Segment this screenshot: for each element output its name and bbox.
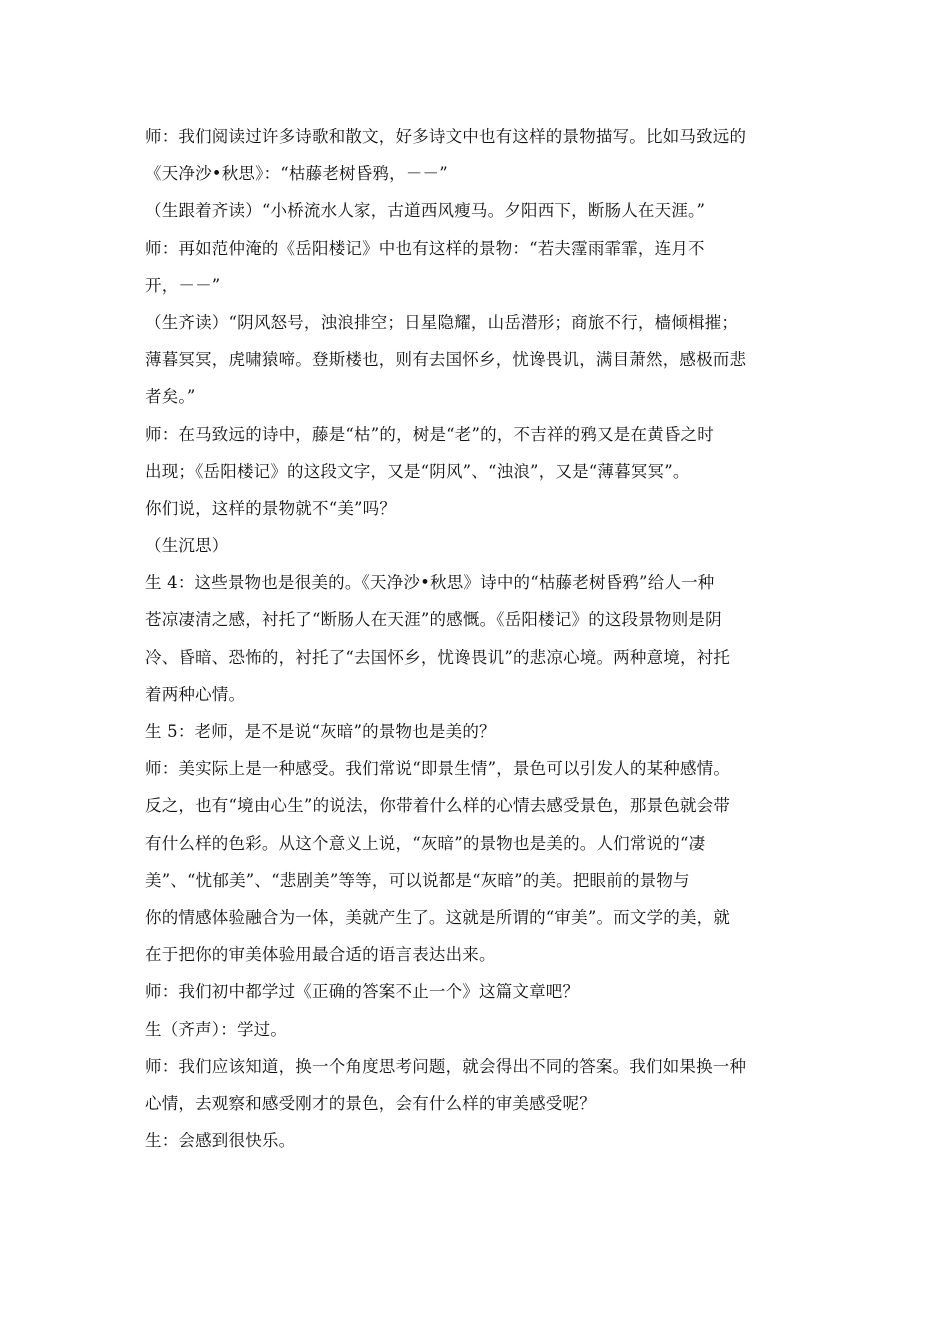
text-line: 薄暮冥冥，虎啸猿啼。登斯楼也，则有去国怀乡，忧谗畏讥，满目萧然，感极而悲 xyxy=(145,350,747,370)
text-line: 生：会感到很快乐。 xyxy=(145,1131,296,1151)
text-line: 生（齐声）：学过。 xyxy=(145,1019,288,1039)
text-line: 生 5：老师，是不是说“灰暗”的景物也是美的？ xyxy=(145,722,496,741)
document-body xyxy=(145,118,810,1159)
text-line: 苍凉凄清之感，衬托了“断肠人在天涯”的感慨。《岳阳楼记》的这段景物则是阴 xyxy=(145,610,722,630)
text-line: 有什么样的色彩。从这个意义上说，“灰暗”的景物也是美的。人们常说的“凄 xyxy=(145,833,706,853)
text-line: 冷、昏暗、恐怖的，衬托了“去国怀乡，忧谗畏讥”的悲凉心境。两种意境，衬托 xyxy=(145,647,731,667)
text-line: 着两种心情。 xyxy=(145,684,246,704)
text-line: 你的情感体验融合为一体，美就产生了。这就是所谓的“审美”。而文学的美，就 xyxy=(145,907,731,927)
text-line: 师：我们应该知道，换一个角度思考问题，就会得出不同的答案。我们如果换一种 xyxy=(145,1056,747,1076)
text-line: 出现；《岳阳楼记》的这段文字，又是“阴风”、“浊浪”，又是“薄暮冥冥”。 xyxy=(145,461,690,481)
text-line: 师：再如范仲淹的《岳阳楼记》中也有这样的景物：“若夫霪雨霏霏，连月不 xyxy=(145,238,705,258)
text-line: 师：我们初中都学过《正确的答案不止一个》这篇文章吧？ xyxy=(145,982,580,1002)
text-line: 反之，也有“境由心生”的说法，你带着什么样的心情去感受景色，那景色就会带 xyxy=(145,796,731,816)
text-line: 师：我们阅读过许多诗歌和散文，好多诗文中也有这样的景物描写。比如马致远的 xyxy=(145,127,747,146)
text-line: （生齐读）“阴风怒号，浊浪排空；日星隐耀，山岳潜形；商旅不行，樯倾楫摧； xyxy=(145,312,739,332)
text-line: 生 4：这些景物也是很美的。《天净沙•秋思》诗中的“枯藤老树昏鸦”给人一种 xyxy=(145,573,715,593)
text-line: 开，－－” xyxy=(145,275,221,295)
text-line: （生跟着齐读）“小桥流水人家，古道西风瘦马。夕阳西下，断肠人在天涯。” xyxy=(145,201,706,221)
text-line: 者矣。” xyxy=(145,387,196,407)
text-line: 在于把你的审美体验用最合适的语言表达出来。 xyxy=(145,945,496,965)
text-line: 师：在马致远的诗中，藤是“枯”的，树是“老”的，不吉祥的鸦又是在黄昏之时 xyxy=(145,424,714,444)
text-line: （生沉思） xyxy=(145,536,229,556)
text-line: 师：美实际上是一种感受。我们常说“即景生情”，景色可以引发人的某种感情。 xyxy=(145,759,731,779)
text-line: 《天净沙•秋思》：“枯藤老树昏鸦，－－” xyxy=(145,164,448,184)
text-line: 美”、“忧郁美”、“悲剧美”等等，可以说都是“灰暗”的美。把眼前的景物与 xyxy=(145,870,690,890)
text-line: 你们说，这样的景物就不“美”吗？ xyxy=(145,498,397,518)
text-line: 心情，去观察和感受刚才的景色，会有什么样的审美感受呢？ xyxy=(145,1093,596,1113)
